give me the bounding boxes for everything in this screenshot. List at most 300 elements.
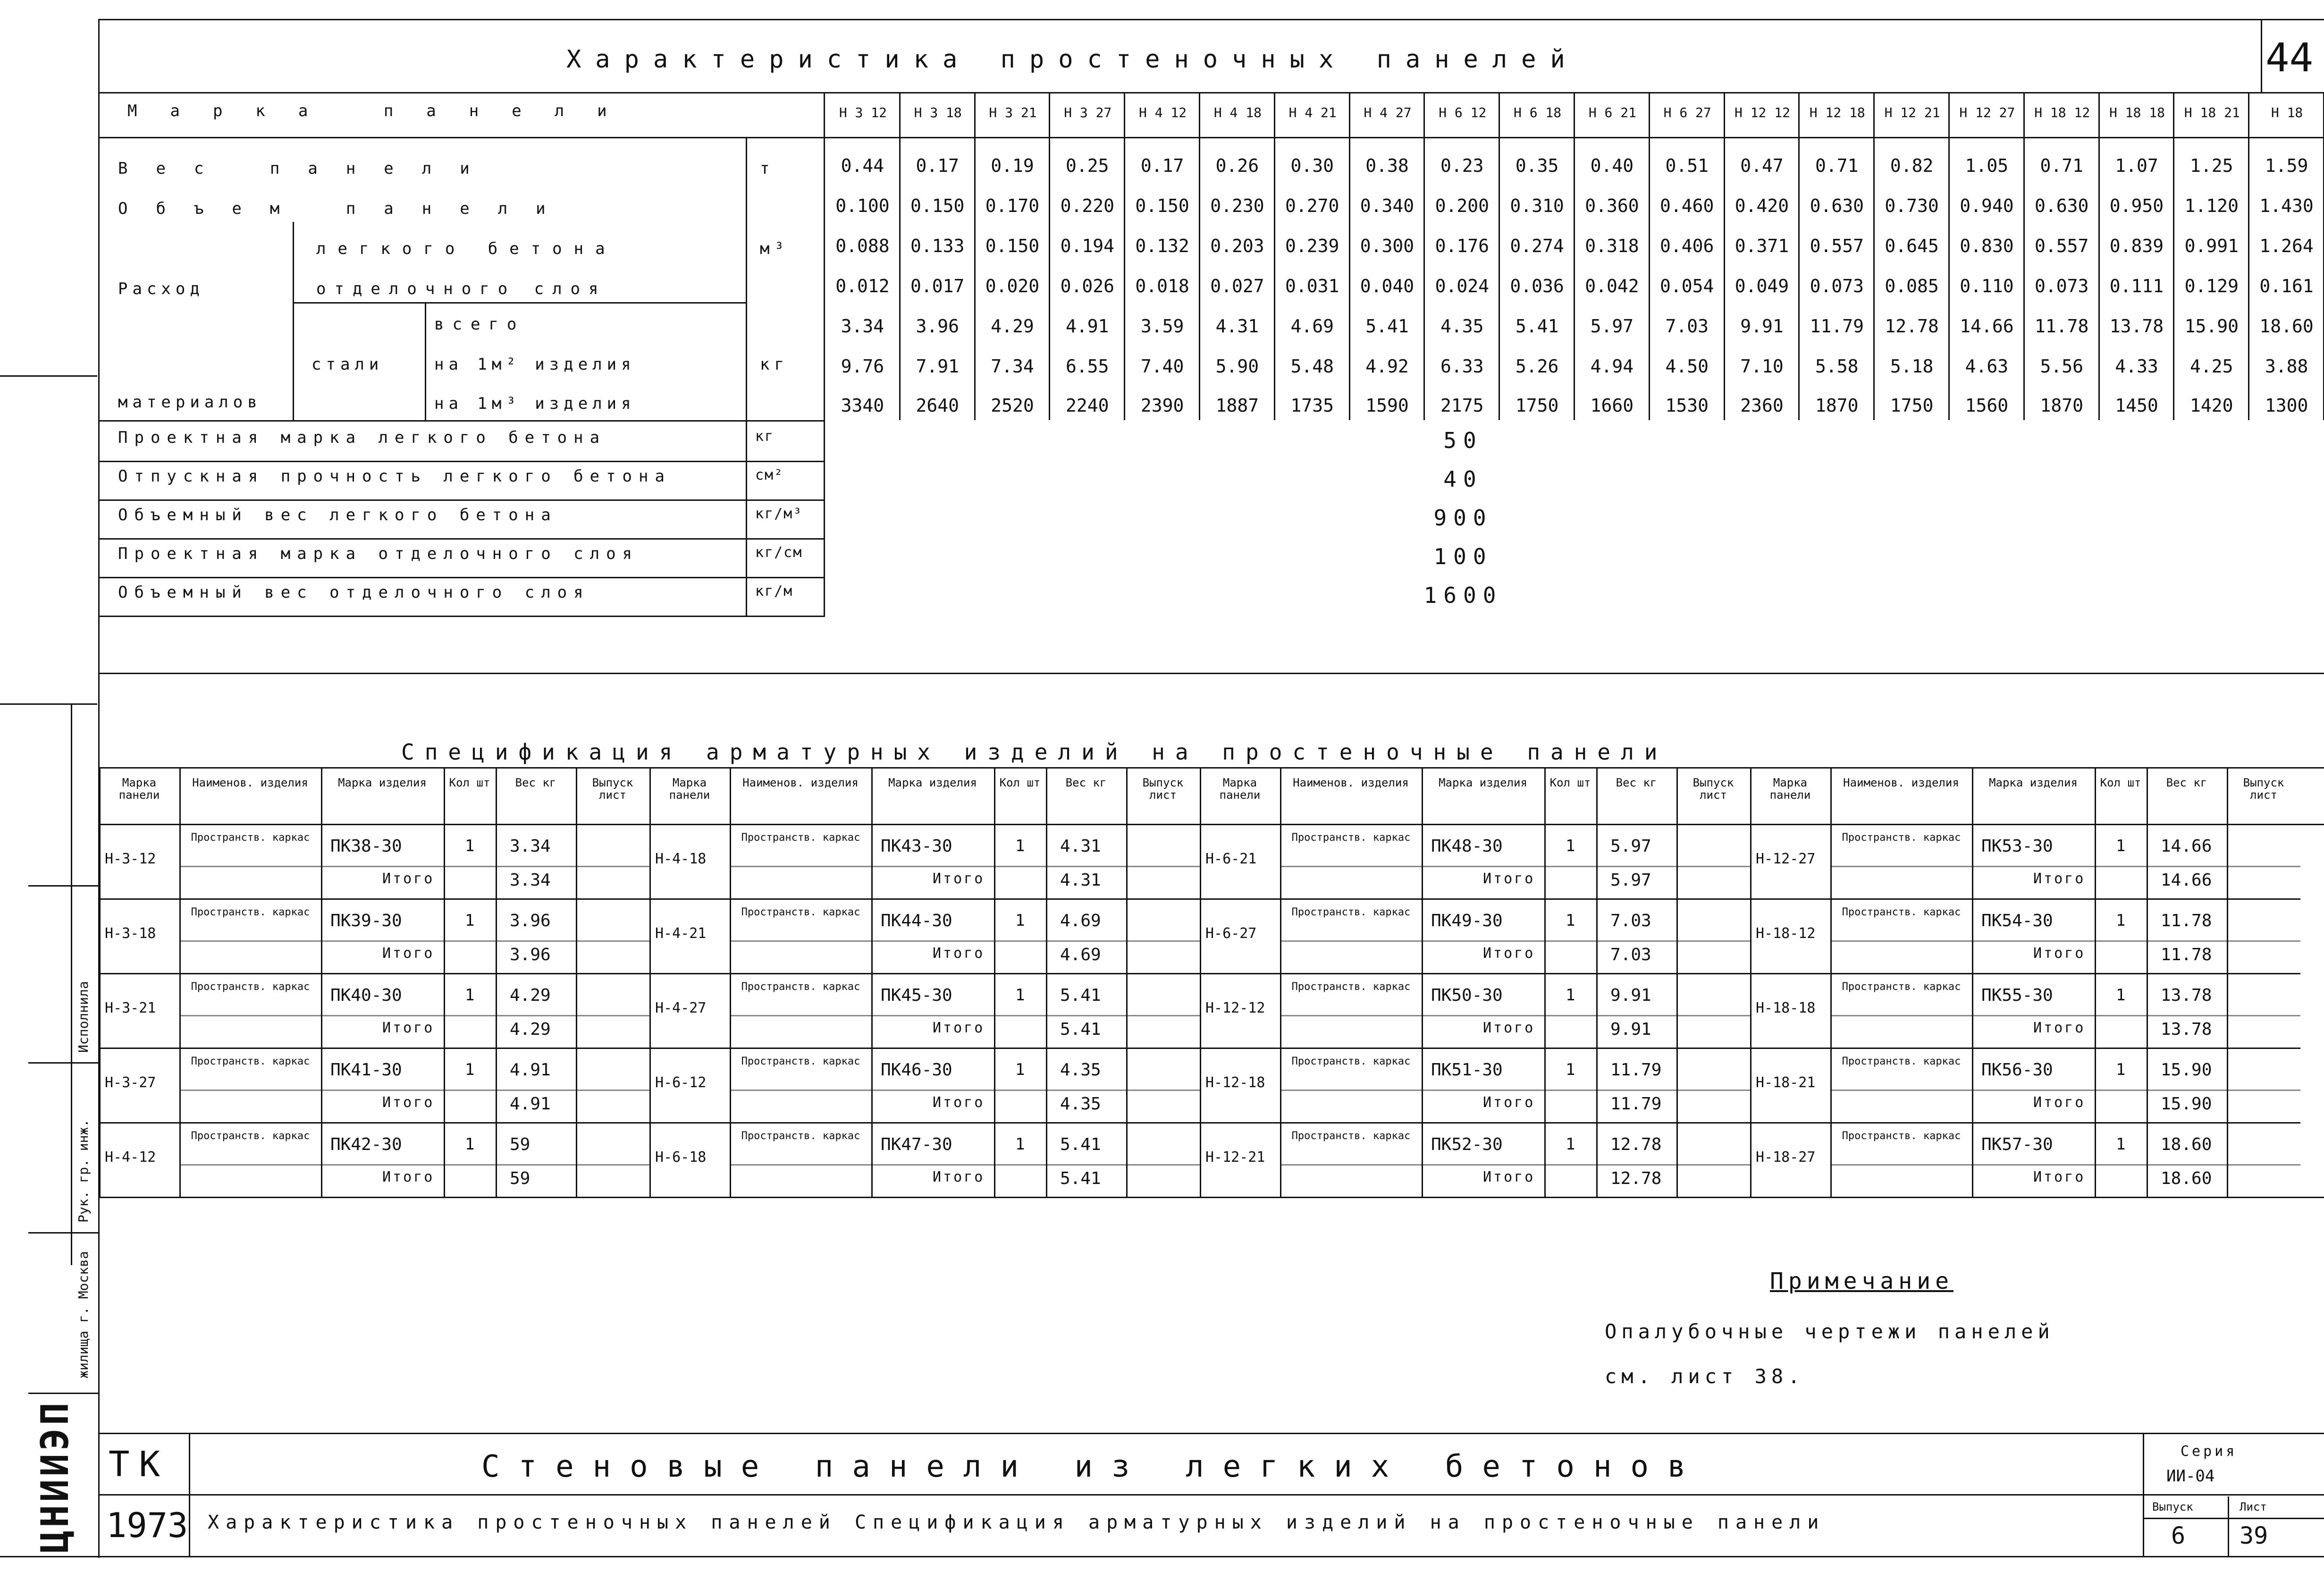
value-cell: 7.10 <box>1740 356 1784 377</box>
series-value: ИИ-04 <box>2166 1467 2215 1486</box>
value-cell: 7.91 <box>916 356 959 377</box>
spec-column-line <box>496 767 497 1197</box>
spec-column-line <box>1596 767 1598 1197</box>
spec-total-value: 13.78 <box>2161 1020 2212 1039</box>
value-cell: 0.557 <box>1810 236 1864 256</box>
spec-header-cell: Наименов. изделия <box>1843 776 1959 789</box>
spec-total-value: 5.97 <box>1610 871 1651 890</box>
value-cell: 4.69 <box>1290 316 1334 337</box>
spec-header-cell: Вес кг <box>1616 776 1657 789</box>
group-label-stali: стали <box>312 355 384 374</box>
value-cell: 1.59 <box>2265 155 2308 176</box>
stamp-divider <box>189 1433 190 1556</box>
spec-total-label: Итого <box>382 1169 435 1185</box>
value-cell: 0.049 <box>1735 276 1789 296</box>
spec-total-value: 11.78 <box>2161 945 2212 964</box>
margin-tick <box>0 375 97 377</box>
spec-row-rule <box>1200 1122 1750 1124</box>
value-cell: 5.18 <box>1890 356 1934 377</box>
value-cell: 0.170 <box>985 195 1040 216</box>
value-cell: 18.60 <box>2259 316 2314 337</box>
spec-total-value: 3.96 <box>510 945 551 964</box>
value-cell: 0.150 <box>985 236 1040 256</box>
spec-total-value: 4.29 <box>510 1020 551 1039</box>
value-cell: 4.33 <box>2115 356 2158 377</box>
spec-header-cell: Марка изделия <box>1439 776 1527 789</box>
value-cell: 0.150 <box>1135 195 1189 216</box>
value-cell: 0.129 <box>2184 276 2239 296</box>
value-cell: 9.91 <box>1740 316 1784 337</box>
common-row-rule <box>98 577 825 578</box>
value-cell: 1.264 <box>2259 236 2314 256</box>
common-row-rule <box>98 616 825 617</box>
spec-header-cell: Марка панели <box>1769 776 1811 802</box>
spec-qty: 1 <box>465 1135 475 1154</box>
panel-header-cell: Н 3 12 <box>839 105 887 120</box>
spec-column-line <box>1972 767 1973 1197</box>
value-cell: 2175 <box>1440 395 1484 416</box>
value-cell: 5.26 <box>1515 356 1559 377</box>
spec-item-name: Пространств. каркас <box>741 832 860 844</box>
common-row-value: 1600 <box>1423 583 1503 608</box>
spec-qty: 1 <box>465 837 475 855</box>
value-cell: 1.120 <box>2184 195 2239 216</box>
value-cell: 3.88 <box>2265 356 2308 377</box>
spec-column-line <box>2227 767 2228 1197</box>
spec-item-name: Пространств. каркас <box>1842 1130 1961 1142</box>
value-cell: 1300 <box>2265 395 2308 416</box>
value-cell: 0.133 <box>910 236 965 256</box>
spec-subrow-rule <box>730 866 1200 867</box>
spec-column-line <box>994 767 995 1197</box>
value-cell: 5.58 <box>1815 356 1859 377</box>
common-row-label: Отпускная прочность легкого бетона <box>118 467 671 486</box>
spec-weight: 5.97 <box>1610 837 1651 856</box>
spec-qty: 1 <box>1566 986 1575 1005</box>
spec-item-mark: ПК42-30 <box>330 1135 402 1154</box>
spec-panel-mark: Н-18-12 <box>1756 925 1816 942</box>
common-row-label: Проектная марка легкого бетона <box>118 428 606 447</box>
side-stamp-line <box>28 1232 98 1234</box>
value-cell: 0.950 <box>2109 195 2164 216</box>
panel-header-cell: Н 4 27 <box>1364 105 1412 120</box>
spec-panel-mark: Н-18-21 <box>1756 1074 1816 1091</box>
value-cell: 0.630 <box>2035 195 2089 216</box>
spec-item-mark: ПК55-30 <box>1981 986 2053 1005</box>
spec-panel-mark: Н-3-18 <box>105 925 156 942</box>
spec-row-rule <box>99 898 649 900</box>
section-rule <box>98 673 2324 674</box>
spec-weight: 4.31 <box>1060 837 1101 856</box>
value-cell: 1887 <box>1215 395 1259 416</box>
stamp-mid-rule <box>98 1494 2324 1496</box>
group-label-raskhod: Расход <box>118 279 204 298</box>
spec-panel-mark: Н-12-18 <box>1205 1074 1265 1091</box>
value-cell: 1660 <box>1590 395 1634 416</box>
spec-item-mark: ПК47-30 <box>881 1135 952 1154</box>
spec-panel-mark: Н-3-12 <box>105 851 156 867</box>
issue-value: 6 <box>2171 1522 2186 1549</box>
panel-header-cell: Н 6 21 <box>1588 105 1636 120</box>
spec-total-value: 5.41 <box>1060 1169 1101 1188</box>
common-row-unit: кг/см <box>755 544 803 561</box>
panel-header-cell: Н 6 12 <box>1439 105 1487 120</box>
value-cell: 0.557 <box>2035 236 2089 256</box>
panel-header-cell: Н 12 18 <box>1809 105 1865 120</box>
spec-subrow-rule <box>1280 1090 1750 1091</box>
spec-row-rule <box>649 1048 1200 1049</box>
spec-row-rule <box>1200 898 1750 900</box>
spec-column-line <box>1200 767 1201 1197</box>
side-stamp-line <box>28 1393 98 1394</box>
spec-total-label: Итого <box>2033 945 2086 962</box>
spec-row-rule <box>1750 973 2300 974</box>
value-cell: 4.94 <box>1590 356 1634 377</box>
stamp-divider <box>2143 1433 2144 1556</box>
spec-panel-mark: Н-3-21 <box>105 1000 156 1016</box>
spec-qty: 1 <box>1566 1060 1575 1079</box>
value-cell: 0.310 <box>1510 195 1564 216</box>
spec-item-mark: ПК49-30 <box>1431 911 1503 930</box>
spec-top-rule <box>98 767 2324 769</box>
side-role-1: Рук. гр. инж. <box>76 1119 91 1223</box>
spec-total-value: 9.91 <box>1610 1020 1651 1039</box>
row-unit-m3: м³ <box>760 239 789 258</box>
value-cell: 0.088 <box>835 236 890 256</box>
spec-row-rule <box>649 1122 1200 1124</box>
spec-row-rule <box>1200 1048 1750 1049</box>
spec-weight: 3.34 <box>510 837 551 856</box>
spec-total-value: 59 <box>510 1169 530 1188</box>
spec-subrow-rule <box>1280 1015 1750 1016</box>
value-cell: 1420 <box>2190 395 2233 416</box>
spec-total-value: 15.90 <box>2161 1094 2212 1114</box>
spec-row-rule <box>1750 824 2300 825</box>
value-cell: 0.018 <box>1135 276 1189 296</box>
value-cell: 0.17 <box>1140 155 1184 176</box>
note-line-2: см. лист 38. <box>1605 1365 1805 1388</box>
panel-header-cell: Н 4 12 <box>1139 105 1187 120</box>
value-cell: 0.270 <box>1285 195 1339 216</box>
value-cell: 0.040 <box>1360 276 1415 296</box>
spec-column-line <box>1126 767 1128 1197</box>
spec-subrow-rule <box>179 1164 649 1166</box>
value-cell: 4.63 <box>1965 356 2009 377</box>
stamp-divider <box>2228 1496 2229 1556</box>
org-logo: ЦНИИЭП <box>33 1400 77 1553</box>
value-cell: 0.020 <box>985 276 1040 296</box>
row-label-light-concrete: легкого бетона <box>316 239 617 258</box>
spec-total-value: 18.60 <box>2161 1169 2212 1188</box>
value-cell: 0.40 <box>1590 155 1634 176</box>
spec-column-line <box>730 767 731 1197</box>
panel-header-cell: Н 18 21 <box>2184 105 2240 120</box>
spec-panel-mark: Н-3-27 <box>105 1074 156 1091</box>
value-cell: 0.44 <box>841 155 884 176</box>
value-cell: 1450 <box>2115 395 2158 416</box>
spec-total-label: Итого <box>933 1094 985 1111</box>
spec-item-name: Пространств. каркас <box>1842 832 1961 844</box>
spec-item-name: Пространств. каркас <box>1291 1056 1411 1067</box>
spec-qty: 1 <box>1566 1135 1575 1154</box>
spec-total-label: Итого <box>1483 1169 1535 1185</box>
value-cell: 0.71 <box>1815 155 1859 176</box>
spec-weight: 4.29 <box>510 986 551 1005</box>
value-cell: 4.91 <box>1066 316 1109 337</box>
value-cell: 0.460 <box>1660 195 1714 216</box>
spec-header-cell: Вес кг <box>515 776 556 789</box>
value-cell: 0.19 <box>991 155 1034 176</box>
spec-item-mark: ПК41-30 <box>330 1060 402 1080</box>
spec-panel-mark: Н-6-12 <box>655 1074 707 1091</box>
spec-total-value: 11.79 <box>1610 1094 1662 1114</box>
spec-total-value: 5.41 <box>1060 1020 1101 1039</box>
spec-panel-mark: Н-12-12 <box>1205 1000 1265 1016</box>
spec-item-mark: ПК43-30 <box>881 837 952 856</box>
spec-total-value: 3.34 <box>510 871 551 890</box>
spec-row-rule <box>1750 898 2300 900</box>
value-cell: 0.35 <box>1515 155 1559 176</box>
spec-header-cell: Наименов. изделия <box>1293 776 1409 789</box>
value-cell: 7.03 <box>1665 316 1709 337</box>
common-row-rule <box>98 461 825 462</box>
value-cell: 0.30 <box>1290 155 1334 176</box>
spec-subrow-rule <box>1830 866 2300 867</box>
spec-row-rule <box>649 898 1200 900</box>
spec-total-label: Итого <box>2033 1020 2086 1036</box>
value-cell: 6.55 <box>1066 356 1109 377</box>
spec-total-label: Итого <box>2033 1094 2086 1111</box>
spec-total-value: 4.35 <box>1060 1094 1101 1114</box>
value-cell: 0.38 <box>1365 155 1409 176</box>
value-cell: 14.66 <box>1960 316 2014 337</box>
value-cell: 0.371 <box>1735 236 1789 256</box>
value-cell: 0.830 <box>1960 236 2014 256</box>
spec-panel-mark: Н-4-12 <box>105 1149 156 1166</box>
value-cell: 5.90 <box>1215 356 1259 377</box>
group-divider <box>293 222 294 420</box>
spec-total-label: Итого <box>933 945 985 962</box>
row-unit-kg: кг <box>760 355 789 374</box>
value-cell: 1590 <box>1365 395 1409 416</box>
spec-subrow-rule <box>730 1164 1200 1166</box>
spec-header-cell: Кол шт <box>449 776 490 789</box>
value-cell: 0.730 <box>1885 195 1939 216</box>
common-row-value: 900 <box>1433 505 1493 531</box>
spec-item-mark: ПК51-30 <box>1431 1060 1503 1080</box>
value-cell: 3.96 <box>916 316 959 337</box>
spec-column-line <box>871 767 873 1197</box>
value-cell: 0.230 <box>1210 195 1264 216</box>
value-cell: 5.41 <box>1515 316 1559 337</box>
spec-panel-mark: Н-6-27 <box>1205 925 1257 942</box>
spec-column-line <box>1676 767 1678 1197</box>
spec-total-label: Итого <box>382 871 435 887</box>
value-cell: 4.50 <box>1665 356 1709 377</box>
value-cell: 0.054 <box>1660 276 1714 296</box>
spec-panel-mark: Н-6-18 <box>655 1149 707 1166</box>
panel-header-cell: Н 18 18 <box>2109 105 2165 120</box>
value-cell: 1.430 <box>2259 195 2314 216</box>
spec-qty: 1 <box>465 986 475 1005</box>
value-cell: 0.17 <box>916 155 959 176</box>
spec-item-mark: ПК48-30 <box>1431 837 1503 856</box>
spec-total-value: 12.78 <box>1610 1169 1662 1188</box>
side-stamp-line <box>71 703 72 1265</box>
spec-row-rule <box>99 973 649 974</box>
spec-qty: 1 <box>2116 986 2126 1005</box>
spec-qty: 1 <box>1566 911 1575 930</box>
value-cell: 1.05 <box>1965 155 2009 176</box>
spec-item-mark: ПК54-30 <box>1981 911 2053 930</box>
stamp-top-rule <box>98 1433 2324 1434</box>
note-line-1: Опалубочные чертежи панелей <box>1605 1320 2055 1343</box>
spec-header-cell: Кол шт <box>999 776 1041 789</box>
group-rule <box>293 302 746 304</box>
value-cell: 0.220 <box>1060 195 1114 216</box>
value-cell: 0.839 <box>2109 236 2164 256</box>
panel-header-cell: Н 3 21 <box>989 105 1037 120</box>
spec-total-value: 4.31 <box>1060 871 1101 890</box>
spec-column-line <box>99 767 101 1197</box>
value-cell: 0.085 <box>1885 276 1939 296</box>
spec-header-cell: Выпуск лист <box>2243 776 2284 802</box>
value-cell: 0.017 <box>910 276 965 296</box>
spec-item-mark: ПК45-30 <box>881 986 952 1005</box>
common-row-value: 100 <box>1433 544 1493 569</box>
row-unit-weight: т <box>760 159 775 178</box>
side-stamp-line <box>28 885 98 887</box>
spec-weight: 12.78 <box>1610 1135 1662 1154</box>
spec-item-name: Пространств. каркас <box>1291 1130 1411 1142</box>
margin-tick <box>0 703 97 705</box>
side-stamp-line <box>28 1062 98 1064</box>
value-cell: 2520 <box>991 395 1034 416</box>
value-cell: 1750 <box>1515 395 1559 416</box>
spec-row-rule <box>99 1048 649 1049</box>
spec-header-cell: Вес кг <box>2166 776 2207 789</box>
spec-row-rule <box>1750 1048 2300 1049</box>
value-cell: 2240 <box>1066 395 1109 416</box>
spec-header-cell: Марка изделия <box>1989 776 2078 789</box>
top-frame-line <box>98 19 2324 20</box>
value-cell: 11.78 <box>2035 316 2089 337</box>
spec-weight: 59 <box>510 1135 530 1154</box>
spec-item-mark: ПК40-30 <box>330 986 402 1005</box>
side-city: жилища г. Москва <box>76 1251 91 1378</box>
value-cell: 11.79 <box>1810 316 1864 337</box>
spec-total-value: 4.69 <box>1060 945 1101 964</box>
sheet-value: 39 <box>2240 1522 2268 1549</box>
spec-panel-mark: Н-18-27 <box>1756 1149 1816 1166</box>
sheet-number: 44 <box>2265 34 2314 81</box>
spec-total-label: Итого <box>1483 871 1535 887</box>
common-row-unit: кг/м <box>755 583 793 600</box>
spec-item-name: Пространств. каркас <box>1291 832 1411 844</box>
value-cell: 0.012 <box>835 276 890 296</box>
value-cell: 0.100 <box>835 195 890 216</box>
spec-qty: 1 <box>2116 1135 2126 1154</box>
stamp-year: 1973 <box>106 1505 188 1545</box>
spec-header-cell: Выпуск лист <box>1142 776 1184 802</box>
value-cell: 1.25 <box>2190 155 2233 176</box>
value-cell: 5.41 <box>1365 316 1409 337</box>
spec-item-name: Пространств. каркас <box>741 1056 860 1067</box>
value-cell: 0.47 <box>1740 155 1784 176</box>
spec-subrow-rule <box>730 1090 1200 1091</box>
row-label-per-m3: на 1м³ изделия <box>434 394 636 413</box>
spec-panel-mark: Н-6-21 <box>1205 851 1257 867</box>
spec-column-line <box>1046 767 1047 1197</box>
spec-item-name: Пространств. каркас <box>191 832 310 844</box>
panel-header-cell: Н 4 21 <box>1288 105 1337 120</box>
spec-panel-mark: Н-4-18 <box>655 851 707 867</box>
spec-column-line <box>179 767 181 1197</box>
value-cell: 0.23 <box>1440 155 1484 176</box>
panel-header-cell: Н 3 18 <box>914 105 962 120</box>
spec-header-cell: Кол шт <box>1549 776 1591 789</box>
spec-row-rule <box>99 1122 649 1124</box>
spec-row-rule <box>649 973 1200 974</box>
spec-qty: 1 <box>2116 911 2126 930</box>
spec-item-mark: ПК56-30 <box>1981 1060 2053 1080</box>
value-cell: 0.318 <box>1585 236 1639 256</box>
value-cell: 3.34 <box>841 316 884 337</box>
value-cell: 1560 <box>1965 395 2009 416</box>
value-cell: 1750 <box>1890 395 1934 416</box>
common-row-unit: см² <box>755 467 784 483</box>
series-label: Серия <box>2181 1443 2238 1460</box>
row-label-total: всего <box>434 315 525 334</box>
spec-item-name: Пространств. каркас <box>1842 906 1961 918</box>
common-row-label: Объемный вес легкого бетона <box>118 506 557 524</box>
spec-header-cell: Вес кг <box>1065 776 1107 789</box>
spec-header-cell: Кол шт <box>2100 776 2141 789</box>
common-row-value: 40 <box>1443 466 1483 492</box>
value-cell: 0.036 <box>1510 276 1564 296</box>
value-cell: 1530 <box>1665 395 1709 416</box>
common-row-value: 50 <box>1443 428 1483 453</box>
spec-weight: 14.66 <box>2161 837 2212 856</box>
value-cell: 12.78 <box>1885 316 1939 337</box>
spec-item-name: Пространств. каркас <box>741 981 860 993</box>
value-cell: 1870 <box>1815 395 1859 416</box>
spec-total-value: 7.03 <box>1610 945 1651 964</box>
value-cell: 0.132 <box>1135 236 1189 256</box>
value-cell: 0.630 <box>1810 195 1864 216</box>
value-cell: 9.76 <box>841 356 884 377</box>
value-cell: 0.406 <box>1660 236 1714 256</box>
spec-header-cell: Наименов. изделия <box>742 776 859 789</box>
spec-weight: 11.79 <box>1610 1060 1662 1080</box>
spec-column-line <box>1280 767 1281 1197</box>
spec-row-rule <box>1200 824 1750 825</box>
value-cell: 0.031 <box>1285 276 1339 296</box>
panel-header-cell: Н 18 <box>2271 105 2303 120</box>
value-cell: 0.71 <box>2040 155 2083 176</box>
spec-qty: 1 <box>2116 1060 2126 1079</box>
value-cell: 0.239 <box>1285 236 1339 256</box>
spec-column-line <box>2147 767 2148 1197</box>
panel-header-cell: Н 6 27 <box>1663 105 1711 120</box>
spec-total-value: 4.91 <box>510 1094 551 1114</box>
value-cell: 5.56 <box>2040 356 2083 377</box>
spec-panel-mark: Н-12-27 <box>1756 851 1816 867</box>
spec-qty: 1 <box>465 1060 475 1079</box>
spec-subrow-rule <box>1830 1015 2300 1016</box>
value-cell: 1735 <box>1290 395 1334 416</box>
stamp-title: Стеновые панели из легких бетонов <box>481 1449 1705 1484</box>
